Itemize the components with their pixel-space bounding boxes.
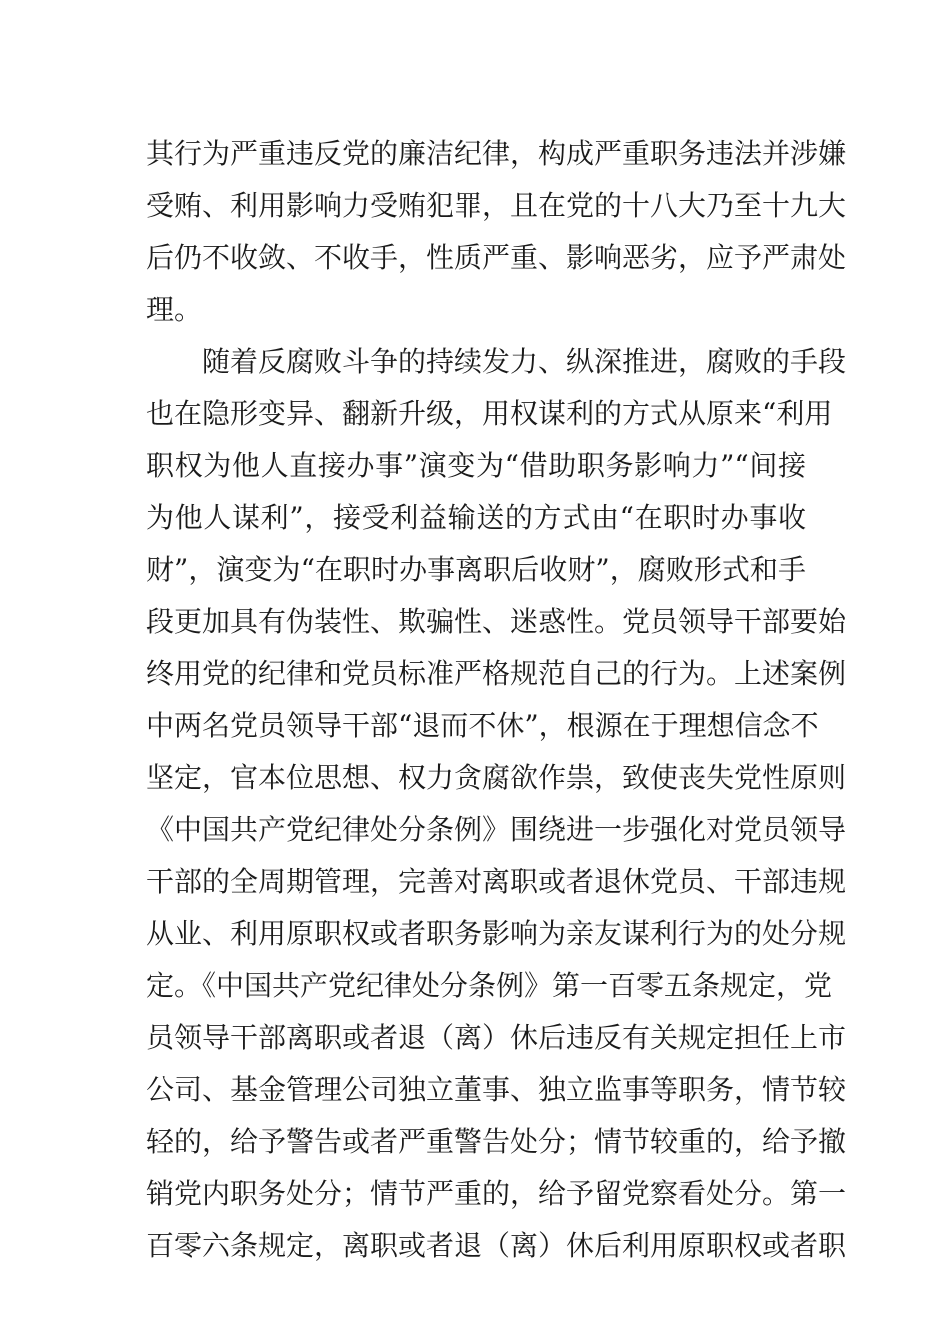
text-line: 公司、基金管理公司独立董事、独立监事等职务，情节较 <box>146 1073 847 1106</box>
body-text <box>146 128 847 1272</box>
text-line: 坚定，官本位思想、权力贪腐欲作祟，致使丧失党性原则 <box>146 761 847 794</box>
text-line: 终用党的纪律和党员标准严格规范自己的行为。上述案例 <box>146 657 847 690</box>
text-line: 《中国共产党纪律处分条例》围绕进一步强化对党员领导 <box>146 813 847 846</box>
text-line: 职权为他人直接办事”演变为“借助职务影响力”“间接 <box>146 449 806 482</box>
text-line: 从业、利用原职权或者职务影响为亲友谋利行为的处分规 <box>146 917 847 950</box>
text-line: 段更加具有伪装性、欺骗性、迷惑性。党员领导干部要始 <box>146 605 847 638</box>
text-line: 销党内职务处分；情节严重的，给予留党察看处分。第一 <box>146 1177 847 1210</box>
text-line: 也在隐形变异、翻新升级，用权谋利的方式从原来“利用 <box>146 397 833 430</box>
text-line: 财”，演变为“在职时办事离职后收财”，腐败形式和手 <box>146 553 806 586</box>
text-line: 后仍不收敛、不收手，性质严重、影响恶劣，应予严肃处 <box>146 241 847 274</box>
text-line: 其行为严重违反党的廉洁纪律，构成严重职务违法并涉嫌 <box>146 137 847 170</box>
text-line: 轻的，给予警告或者严重警告处分；情节较重的，给予撤 <box>146 1125 847 1158</box>
text-line: 干部的全周期管理，完善对离职或者退休党员、干部违规 <box>146 865 847 898</box>
text-line: 为他人谋利”，接受利益输送的方式由“在职时办事收 <box>146 501 806 534</box>
text-line: 定。《中国共产党纪律处分条例》第一百零五条规定，党 <box>146 969 833 1002</box>
text-line: 理。 <box>146 293 203 326</box>
text-line: 员领导干部离职或者退（离）休后违反有关规定担任上市 <box>146 1021 847 1054</box>
text-line: 中两名党员领导干部“退而不休”，根源在于理想信念不 <box>146 709 819 742</box>
text-line: 受贿、利用影响力受贿犯罪，且在党的十八大乃至十九大 <box>146 189 847 222</box>
text-line: 随着反腐败斗争的持续发力、纵深推进，腐败的手段 <box>202 345 847 378</box>
text-line: 百零六条规定，离职或者退（离）休后利用原职权或者职 <box>146 1229 847 1262</box>
